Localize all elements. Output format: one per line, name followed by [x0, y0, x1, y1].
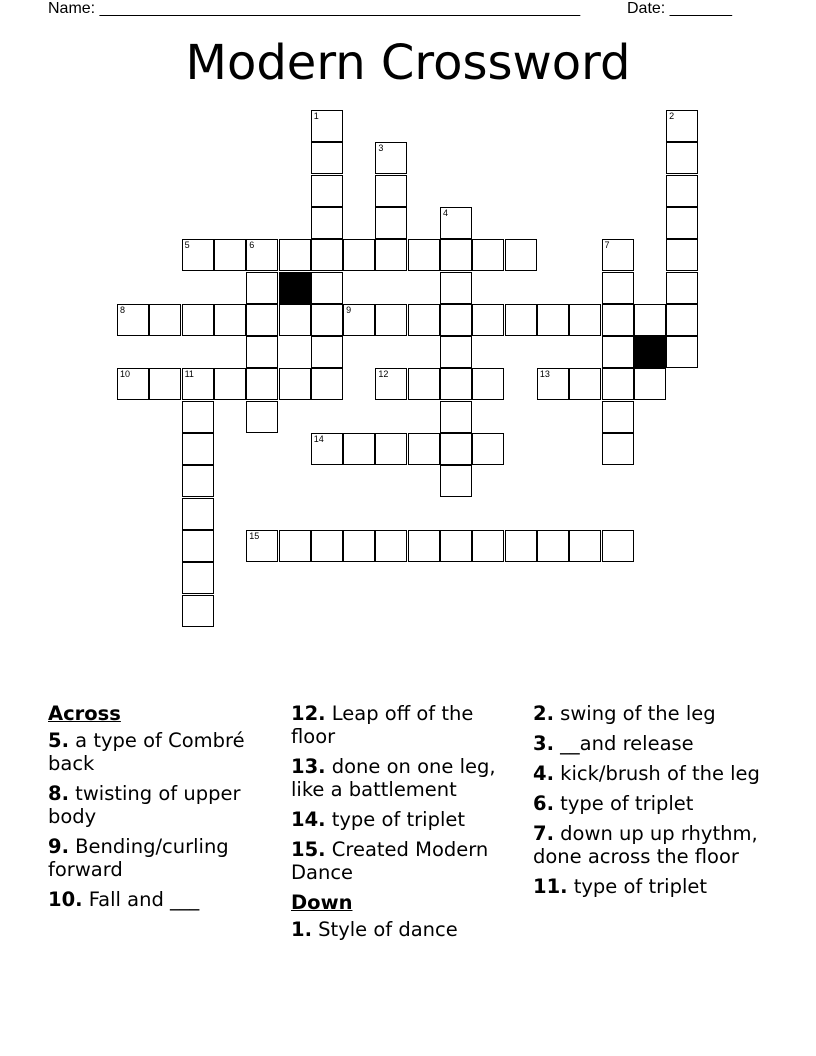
clue-number-label: 6.: [533, 792, 554, 815]
clue-number: 1: [313, 111, 319, 121]
clue-number-label: 8.: [48, 782, 69, 805]
grid-cell[interactable]: [182, 562, 214, 594]
grid-cell[interactable]: [343, 304, 375, 336]
grid-cell[interactable]: [214, 304, 246, 336]
grid-cell[interactable]: [375, 433, 407, 465]
grid-cell[interactable]: [246, 368, 278, 400]
grid-cell[interactable]: [569, 304, 601, 336]
grid-cell[interactable]: [311, 304, 343, 336]
clue-number-label: 3.: [533, 732, 554, 755]
grid-cell[interactable]: [182, 530, 214, 562]
grid-cell[interactable]: [117, 368, 149, 400]
grid-cell[interactable]: [375, 207, 407, 239]
grid-cell[interactable]: [472, 304, 504, 336]
grid-cell[interactable]: [440, 207, 472, 239]
across-heading: Across: [48, 702, 121, 725]
grid-cell[interactable]: [279, 304, 311, 336]
clue-number-label: 13.: [291, 755, 326, 778]
grid-cell[interactable]: [602, 272, 634, 304]
grid-cell[interactable]: [375, 175, 407, 207]
grid-cell[interactable]: [472, 239, 504, 271]
grid-cell[interactable]: [214, 368, 246, 400]
grid-cell[interactable]: [602, 368, 634, 400]
grid-cell[interactable]: [343, 433, 375, 465]
grid-cell[interactable]: [537, 368, 569, 400]
grid-cell[interactable]: [537, 530, 569, 562]
grid-cell[interactable]: [182, 595, 214, 627]
clue-item: [533, 822, 773, 868]
clue-number: 3: [378, 143, 384, 154]
grid-cell[interactable]: [408, 433, 440, 465]
clue-number-label: 1.: [291, 918, 312, 941]
clue-number: 8: [120, 304, 126, 315]
clue-number-label: 11.: [533, 875, 568, 898]
clues-column-3: [533, 702, 773, 905]
grid-cell[interactable]: [472, 368, 504, 400]
grid-cell[interactable]: [182, 368, 214, 400]
grid-cell[interactable]: [602, 304, 634, 336]
grid-cell[interactable]: [408, 368, 440, 400]
grid-cell[interactable]: [149, 304, 181, 336]
grid-cell[interactable]: [602, 336, 634, 368]
clue-item: [291, 918, 519, 941]
grid-cell[interactable]: [408, 530, 440, 562]
grid-cell[interactable]: [440, 433, 472, 465]
clue-text: down up up rhythm, done across the floor: [533, 822, 758, 868]
grid-cell[interactable]: [666, 142, 698, 174]
grid-cell[interactable]: [246, 304, 278, 336]
grid-cell[interactable]: [343, 530, 375, 562]
clue-number: 10: [120, 369, 131, 380]
grid-cell[interactable]: [375, 530, 407, 562]
clue-item: [48, 782, 268, 828]
clue-text: done on one leg, like a battlement: [291, 755, 496, 801]
clue-number-label: 5.: [48, 729, 69, 752]
clue-text: Fall and ___: [82, 888, 200, 911]
grid-cell[interactable]: [569, 368, 601, 400]
grid-cell[interactable]: [246, 272, 278, 304]
down-heading: Down: [291, 891, 353, 914]
clue-text: kick/brush of the leg: [553, 762, 760, 785]
grid-cell[interactable]: [182, 304, 214, 336]
grid-cell[interactable]: [279, 239, 311, 271]
page-title: Modern Crossword: [185, 35, 631, 91]
grid-cell[interactable]: [311, 433, 343, 465]
grid-cell[interactable]: [440, 401, 472, 433]
across-clue-list: [48, 729, 268, 911]
grid-cell[interactable]: [440, 272, 472, 304]
grid-cell[interactable]: [440, 239, 472, 271]
clue-item: [48, 729, 268, 775]
across-clue-list-continued: [291, 702, 519, 884]
down-clue-list-continued: [533, 702, 773, 898]
clue-number-label: 2.: [533, 702, 554, 725]
grid-cell[interactable]: [602, 401, 634, 433]
grid-cell[interactable]: [311, 368, 343, 400]
grid-cell[interactable]: [440, 368, 472, 400]
grid-cell[interactable]: [182, 465, 214, 497]
clue-item: [533, 875, 773, 898]
clue-text: Leap off of the floor: [291, 702, 474, 748]
grid-cell[interactable]: [602, 433, 634, 465]
grid-cell[interactable]: [182, 239, 214, 271]
clue-item: [291, 755, 519, 801]
grid-cell[interactable]: [505, 304, 537, 336]
clue-number: 11: [184, 369, 194, 380]
grid-cell[interactable]: [311, 207, 343, 239]
clue-item: [533, 702, 773, 725]
grid-cell[interactable]: [666, 239, 698, 271]
clue-item: [291, 808, 519, 831]
grid-cell[interactable]: [666, 304, 698, 336]
grid-cell[interactable]: [182, 433, 214, 465]
grid-cell[interactable]: [408, 239, 440, 271]
grid-cell[interactable]: [311, 272, 343, 304]
clue-text: __and release: [553, 732, 694, 755]
grid-cell[interactable]: [246, 336, 278, 368]
grid-cell[interactable]: [472, 433, 504, 465]
grid-cell[interactable]: [602, 530, 634, 562]
grid-cell[interactable]: [569, 530, 601, 562]
clue-text: type of triplet: [325, 808, 466, 831]
grid-cell[interactable]: [311, 175, 343, 207]
black-cell: [634, 336, 666, 368]
clue-number: 6: [249, 240, 255, 251]
grid-cell[interactable]: [408, 304, 440, 336]
clue-number: 4: [443, 207, 449, 218]
clues-column-1: [48, 702, 268, 918]
clue-number: 14: [313, 434, 324, 444]
clue-number: 9: [346, 304, 352, 315]
grid-cell[interactable]: [440, 530, 472, 562]
grid-cell[interactable]: [311, 142, 343, 174]
clues-column-2: [291, 702, 519, 948]
grid-cell[interactable]: [634, 368, 666, 400]
clue-number-label: 15.: [291, 838, 326, 861]
grid-cell[interactable]: [182, 498, 214, 530]
clue-number-label: 4.: [533, 762, 554, 785]
grid-cell[interactable]: [375, 239, 407, 271]
grid-cell[interactable]: [279, 530, 311, 562]
grid-cell[interactable]: [666, 207, 698, 239]
clue-item: [291, 838, 519, 884]
clue-item: [533, 792, 773, 815]
grid-cell[interactable]: [634, 304, 666, 336]
clue-text: swing of the leg: [553, 702, 716, 725]
clue-item: [533, 732, 773, 755]
grid-cell[interactable]: [246, 401, 278, 433]
grid-cell[interactable]: [311, 336, 343, 368]
clue-text: a type of Combré back: [48, 729, 245, 775]
grid-cell[interactable]: [666, 272, 698, 304]
grid-cell[interactable]: [666, 336, 698, 368]
clue-number-label: 10.: [48, 888, 83, 911]
clue-number: 13: [539, 369, 550, 380]
clue-item: [48, 888, 268, 911]
grid-cell[interactable]: [537, 304, 569, 336]
grid-cell[interactable]: [505, 239, 537, 271]
clue-text: Bending/curling forward: [48, 835, 229, 881]
grid-cell[interactable]: [311, 239, 343, 271]
clue-text: Created Modern Dance: [291, 838, 489, 884]
grid-cell[interactable]: [117, 304, 149, 336]
clue-text: type of triplet: [553, 792, 694, 815]
grid-cell[interactable]: [440, 336, 472, 368]
grid-cell[interactable]: [182, 401, 214, 433]
clue-text: Style of dance: [311, 918, 458, 941]
name-label: Name: ______________________________________________________: [48, 0, 581, 17]
clue-number: 2: [669, 111, 675, 121]
clue-number: 12: [378, 369, 389, 380]
grid-cell[interactable]: [343, 239, 375, 271]
clue-text: type of triplet: [567, 875, 708, 898]
clue-item: [533, 762, 773, 785]
clue-number-label: 12.: [291, 702, 326, 725]
clue-item: [48, 835, 268, 881]
grid-cell[interactable]: [279, 368, 311, 400]
grid-cell[interactable]: [149, 368, 181, 400]
grid-cell[interactable]: [472, 530, 504, 562]
black-cell: [279, 272, 311, 304]
grid-cell[interactable]: [602, 239, 634, 271]
grid-cell[interactable]: [375, 142, 407, 174]
clue-number: 5: [184, 240, 190, 251]
grid-cell[interactable]: [440, 304, 472, 336]
grid-cell[interactable]: [246, 530, 278, 562]
grid-cell[interactable]: [311, 530, 343, 562]
date-label: Date: _______: [627, 0, 732, 17]
clue-text: twisting of upper body: [48, 782, 241, 828]
grid-cell[interactable]: [666, 110, 698, 142]
grid-cell[interactable]: [375, 368, 407, 400]
grid-cell[interactable]: [246, 239, 278, 271]
clue-number: 7: [604, 240, 610, 251]
clue-item: [291, 702, 519, 748]
grid-cell[interactable]: [505, 530, 537, 562]
grid-cell[interactable]: [214, 239, 246, 271]
clue-number-label: 7.: [533, 822, 554, 845]
grid-cell[interactable]: [440, 465, 472, 497]
grid-cell[interactable]: [375, 304, 407, 336]
grid-cell[interactable]: [666, 175, 698, 207]
down-clue-list: [291, 918, 519, 941]
clue-number-label: 14.: [291, 808, 326, 831]
clue-number: 15: [249, 530, 260, 541]
grid-cell[interactable]: [311, 110, 343, 142]
clue-number-label: 9.: [48, 835, 69, 858]
